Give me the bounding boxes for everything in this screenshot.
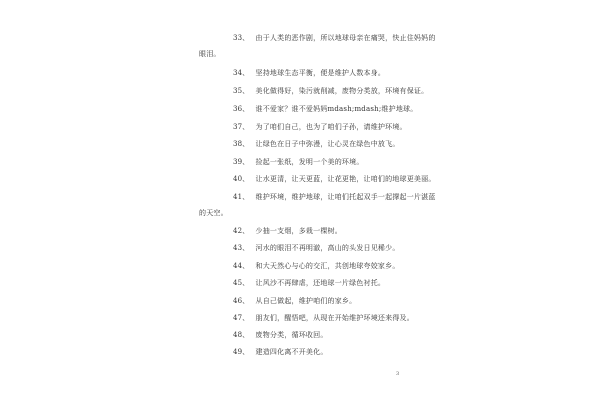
item-text: 的天空。 — [199, 209, 228, 217]
item-number: 38、 — [233, 140, 250, 148]
list-item — [233, 33, 436, 43]
list-item — [233, 122, 407, 132]
item-text: 为了咱们自己，也为了咱们子孙，请维护环境。 — [255, 123, 407, 131]
item-number: 48、 — [233, 331, 250, 339]
list-item — [233, 226, 342, 236]
item-text: 废物分类，循环收回。 — [255, 331, 328, 339]
item-text: 捡起一张纸，发明一个美的环境。 — [255, 158, 364, 166]
list-item — [233, 68, 385, 78]
item-text: 朋友们，醒悟吧，从现在开始维护环境还来得及。 — [255, 314, 414, 322]
list-item — [233, 192, 436, 202]
item-text: 维护环境，维护地球，让咱们托起双手一起撑起一片湛蓝 — [255, 193, 436, 201]
list-item — [233, 86, 428, 96]
item-number: 35、 — [233, 87, 250, 95]
list-item — [233, 104, 417, 114]
list-item — [233, 278, 385, 288]
item-number: 49、 — [233, 348, 250, 356]
list-item — [233, 296, 356, 306]
list-item-continuation — [199, 208, 228, 218]
item-text: 少抽一支烟，多栽一棵树。 — [255, 227, 342, 235]
item-text: 从自己做起，维护咱们的家乡。 — [255, 297, 357, 305]
item-text: 美化做得好，染污就削减，废物分类放，环境有保证。 — [255, 87, 429, 95]
item-text: 和大天然心与心的交汇，共创地球夸姣家乡。 — [255, 262, 400, 270]
item-text: 让水更清，让天更蓝，让花更艳，让咱们的地球更美丽。 — [255, 175, 436, 183]
list-item — [233, 330, 328, 340]
list-item — [233, 243, 400, 253]
list-item — [233, 157, 364, 167]
page-number: 3 — [396, 371, 400, 377]
item-number: 40、 — [233, 175, 250, 183]
item-number: 43、 — [233, 244, 250, 252]
item-number: 39、 — [233, 158, 250, 166]
item-text: 谁不爱家？谁不爱妈妈mdash;mdash;维护地球。 — [255, 105, 418, 113]
list-item — [233, 174, 436, 184]
list-item — [233, 347, 328, 357]
list-item — [233, 313, 414, 323]
item-text: 河水的眼泪不再明澈，高山的头发日见稀少。 — [255, 244, 400, 252]
item-text: 让风沙不再肆虐，还地球一片绿色衬托。 — [255, 279, 386, 287]
item-number: 44、 — [233, 262, 250, 270]
item-text: 让绿色在日子中弥漫，让心灵在绿色中放飞。 — [255, 140, 400, 148]
item-text: 建造四化离不开美化。 — [255, 348, 328, 356]
item-text: 坚持地球生态平衡，便是维护人数本身。 — [255, 69, 386, 77]
list-item — [233, 261, 400, 271]
item-text: 眼泪。 — [199, 50, 221, 58]
item-number: 33、 — [233, 34, 250, 42]
item-text: 由于人类的恶作剧，所以地球母亲在痛哭，快止住妈妈的 — [255, 34, 436, 42]
item-number: 46、 — [233, 297, 250, 305]
item-number: 42、 — [233, 227, 250, 235]
item-number: 47、 — [233, 314, 250, 322]
item-number: 34、 — [233, 69, 250, 77]
item-number: 41、 — [233, 193, 250, 201]
item-number: 45、 — [233, 279, 250, 287]
list-item — [233, 139, 400, 149]
list-item-continuation — [199, 49, 221, 59]
item-number: 36、 — [233, 105, 250, 113]
item-number: 37、 — [233, 123, 250, 131]
